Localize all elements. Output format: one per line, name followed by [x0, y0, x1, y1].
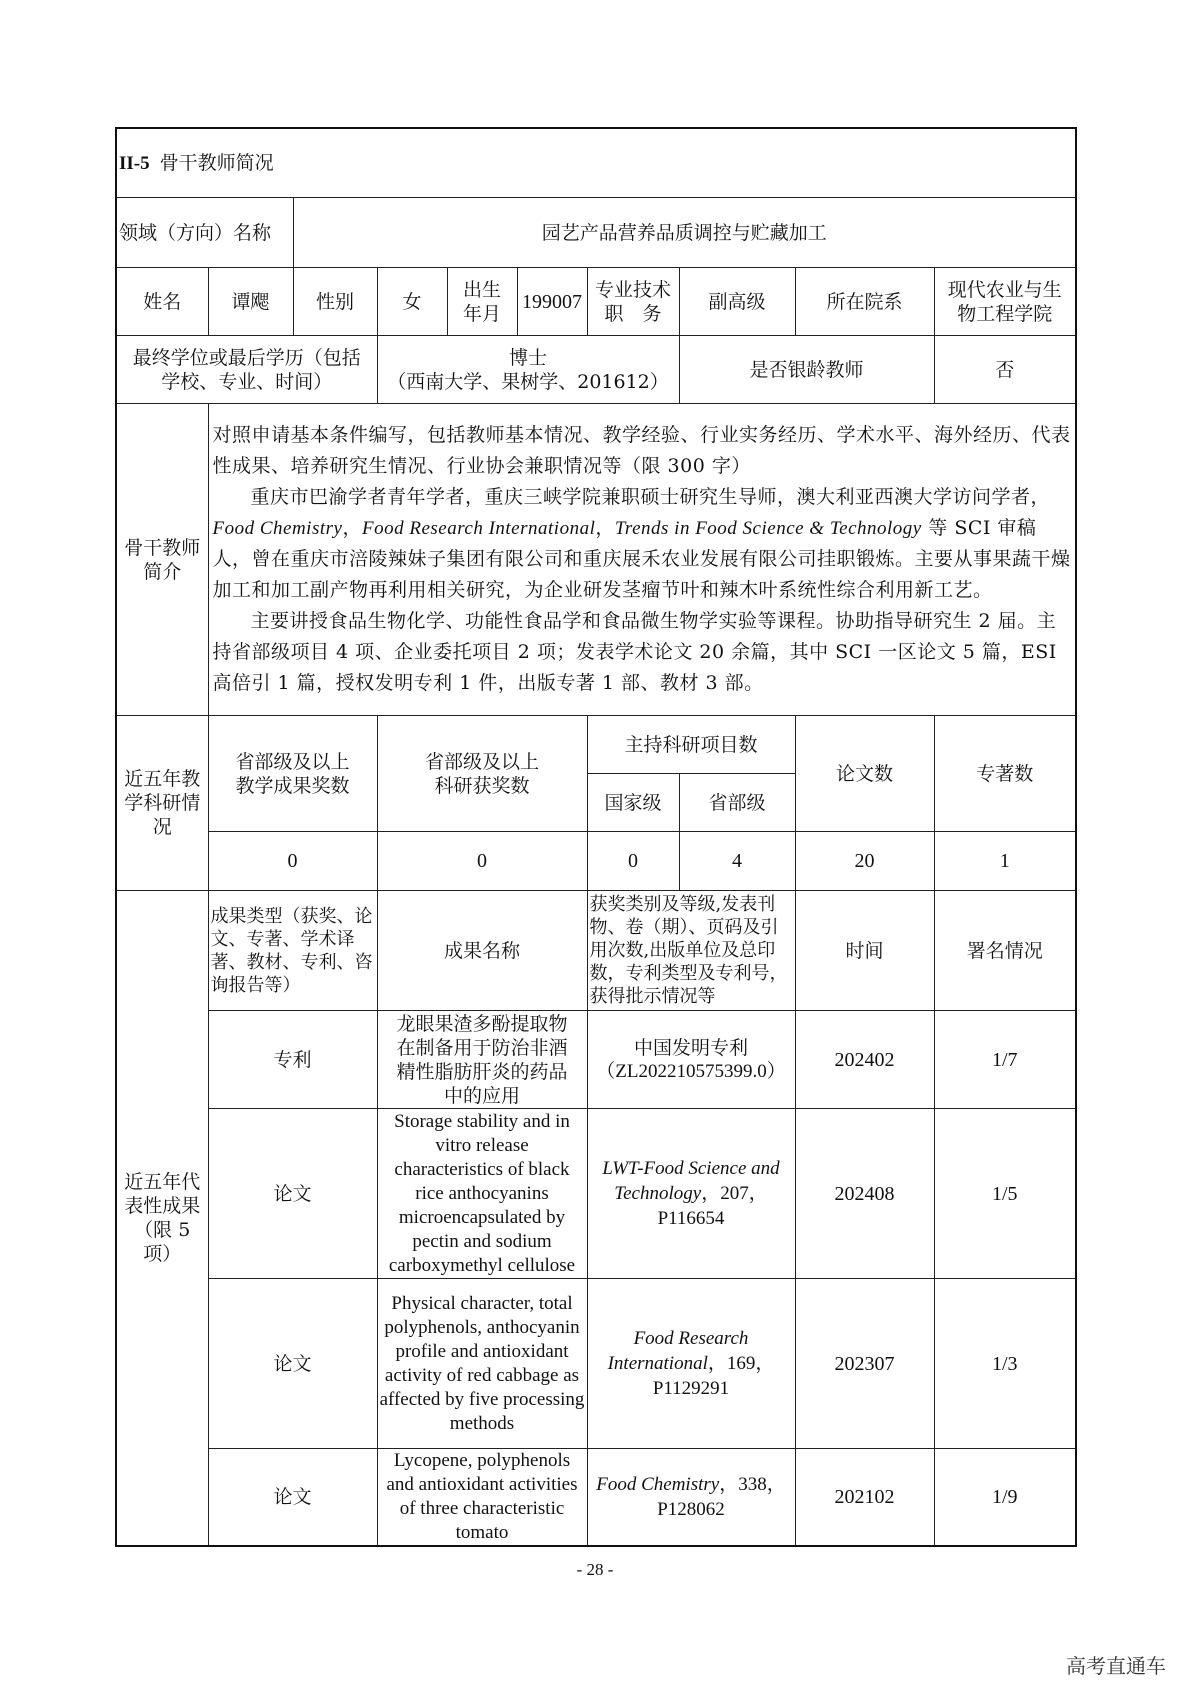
intro-paragraph-2: 主要讲授食品生物化学、功能性食品学和食品微生物学实验等课程。协助指导研究生 2 届。主持省部级项目 4 项、企业委托项目 2 项；发表学术论文 20 余篇，其中 SCI 一区论文 5 篇，ESI 高倍引 1 篇，授权发明专利 1 件，出版专著 1 部、教材 3 部。	[212, 610, 1057, 694]
degree-label-text: 最终学位或最后学历（包括学校、专业、时间）	[132, 346, 361, 393]
recent-v-provincial: 4	[679, 832, 795, 891]
ach-detail-a: 中国发明专利	[633, 1036, 748, 1059]
table-row	[116, 1109, 1076, 1279]
dept-value	[934, 268, 1076, 336]
ach-sign: 1/7	[934, 1011, 1076, 1109]
ach-name: Lycopene, polyphenols and antioxidant activities of three characteristic tomato	[377, 1449, 587, 1547]
intro-journal-1: Food Chemistry	[212, 518, 343, 539]
ach-type: 论文	[208, 1449, 377, 1547]
intro-body	[208, 404, 1076, 716]
intro-p1-a: 重庆市巴渝学者青年学者，重庆三峡学院兼职硕士研究生导师，澳大利亚西澳大学访问学者，	[250, 486, 1051, 508]
field-label: 领域（方向）名称	[116, 198, 293, 268]
teacher-profile-table	[115, 127, 1077, 1547]
intro-journal-2: Food Research International	[361, 518, 596, 539]
ach-h-time: 时间	[795, 891, 934, 1011]
section-title-text: 骨干教师简况	[159, 151, 274, 174]
intro-instruction: 对照申请基本条件编写，包括教师基本情况、教学经验、行业实务经历、学术水平、海外经历、代表性成果、培养研究生情况、行业协会兼职情况等（限 300 字）	[212, 424, 1071, 477]
ach-detail-a: LWT-Food Science and Technology	[602, 1158, 780, 1204]
achievements-label-text: 近五年代表性成果（限 5 项）	[124, 1171, 201, 1265]
ach-time: 202408	[795, 1109, 934, 1279]
ach-name	[377, 1011, 587, 1109]
degree-value-line2: （西南大学、果树学、201612）	[387, 370, 669, 393]
intro-paragraph-1	[213, 482, 1072, 606]
ach-detail-b: ，169，P1129291	[652, 1353, 775, 1399]
recent-h-teach-award	[208, 716, 377, 832]
name-label: 姓名	[116, 268, 208, 336]
intro-label-text: 骨干教师简介	[124, 536, 201, 583]
ach-type: 专利	[208, 1011, 377, 1109]
ach-detail-a: Food Research International	[607, 1328, 749, 1374]
intro-journal-3: Trends in Food Science & Technology	[614, 518, 922, 539]
recent-h-books: 专著数	[934, 716, 1076, 832]
recent-h-research-award-text: 省部级及以上科研获奖数	[424, 750, 539, 797]
watermark: 高考直通车	[1066, 1654, 1166, 1678]
title-value: 副高级	[679, 268, 795, 336]
ach-detail	[587, 1279, 795, 1449]
ach-detail-a: Food Chemistry	[596, 1474, 720, 1495]
name-value: 谭飔	[208, 268, 293, 336]
silver-label: 是否银龄教师	[679, 336, 934, 404]
intro-sep-2: ，	[595, 517, 615, 539]
birth-value: 199007	[517, 268, 587, 336]
intro-p1-b: 等 SCI 审稿人，曾在重庆市涪陵辣妹子集团有限公司和重庆展禾农业发展有限公司挂职锻炼。主要从事果蔬干燥加工和加工副产物再利用相关研究，为企业研发茎瘤节叶和辣木叶系统性综合利用新工艺。	[212, 517, 1071, 601]
form-page	[115, 127, 1075, 1547]
ach-sign: 1/5	[934, 1109, 1076, 1279]
ach-time: 202402	[795, 1011, 934, 1109]
recent-h-research-award	[377, 716, 587, 832]
recent-label-text: 近五年教学科研情况	[124, 768, 201, 838]
recent-v-papers: 20	[795, 832, 934, 891]
title-label-text: 专业技术职 务	[594, 278, 671, 325]
recent-h-teach-award-text: 省部级及以上教学成果奖数	[235, 750, 350, 797]
gender-value: 女	[377, 268, 447, 336]
ach-type: 论文	[208, 1109, 377, 1279]
intro-label	[116, 404, 208, 716]
achievements-label	[116, 891, 208, 1547]
table-row	[116, 1279, 1076, 1449]
recent-v-teach-award: 0	[208, 832, 377, 891]
recent-h-provincial: 省部级	[679, 774, 795, 832]
section-title	[116, 128, 1076, 198]
ach-time: 202102	[795, 1449, 934, 1547]
ach-name: Storage stability and in vitro release characteristics of black rice anthocyanins microencapsulated by pectin and sodium carboxymethyl cellulose	[377, 1109, 587, 1279]
ach-detail-b: ，207，P116654	[657, 1183, 768, 1229]
ach-h-type: 成果类型（获奖、论文、专著、学术译著、教材、专利、咨询报告等）	[208, 891, 377, 1011]
ach-h-name: 成果名称	[377, 891, 587, 1011]
ach-sign: 1/9	[934, 1449, 1076, 1547]
ach-name-text: 龙眼果渣多酚提取物在制备用于防治非酒精性脂肪肝炎的药品中的应用	[396, 1012, 568, 1107]
birth-label-text: 出生年月	[462, 278, 501, 325]
silver-value: 否	[934, 336, 1076, 404]
section-number: II-5	[119, 152, 150, 174]
title-label	[587, 268, 679, 336]
recent-v-research-award: 0	[377, 832, 587, 891]
recent-v-books: 1	[934, 832, 1076, 891]
ach-detail	[587, 1011, 795, 1109]
ach-h-sign: 署名情况	[934, 891, 1076, 1011]
ach-time: 202307	[795, 1279, 934, 1449]
ach-detail	[587, 1109, 795, 1279]
ach-h-detail: 获奖类别及等级,发表刊物、卷（期）、页码及引用次数,出版单位及总印数，专利类型及专利号，获得批示情况等	[587, 891, 795, 1011]
field-value: 园艺产品营养品质调控与贮藏加工	[293, 198, 1076, 268]
recent-label	[116, 716, 208, 891]
birth-label	[447, 268, 517, 336]
ach-detail	[587, 1449, 795, 1547]
ach-sign: 1/3	[934, 1279, 1076, 1449]
degree-label	[116, 336, 377, 404]
page-number: - 28 -	[576, 1560, 614, 1579]
dept-label: 所在院系	[795, 268, 934, 336]
ach-type: 论文	[208, 1279, 377, 1449]
recent-h-projects: 主持科研项目数	[587, 716, 795, 774]
ach-name: Physical character, total polyphenols, anthocyanin profile and antioxidant activity of red cabbage as affected by five processing methods	[377, 1279, 587, 1449]
gender-label: 性别	[293, 268, 377, 336]
ach-detail-b: ，338，P128062	[657, 1474, 786, 1520]
recent-v-national: 0	[587, 832, 679, 891]
ach-detail-b: （ZL202210575399.0）	[596, 1060, 786, 1082]
intro-sep-1: ，	[342, 517, 362, 539]
dept-value-text: 现代农业与生物工程学院	[947, 278, 1062, 325]
degree-value	[377, 336, 679, 404]
table-row	[116, 1011, 1076, 1109]
degree-value-line1: 博士	[508, 346, 547, 369]
recent-h-papers: 论文数	[795, 716, 934, 832]
table-row	[116, 1449, 1076, 1547]
recent-h-national: 国家级	[587, 774, 679, 832]
